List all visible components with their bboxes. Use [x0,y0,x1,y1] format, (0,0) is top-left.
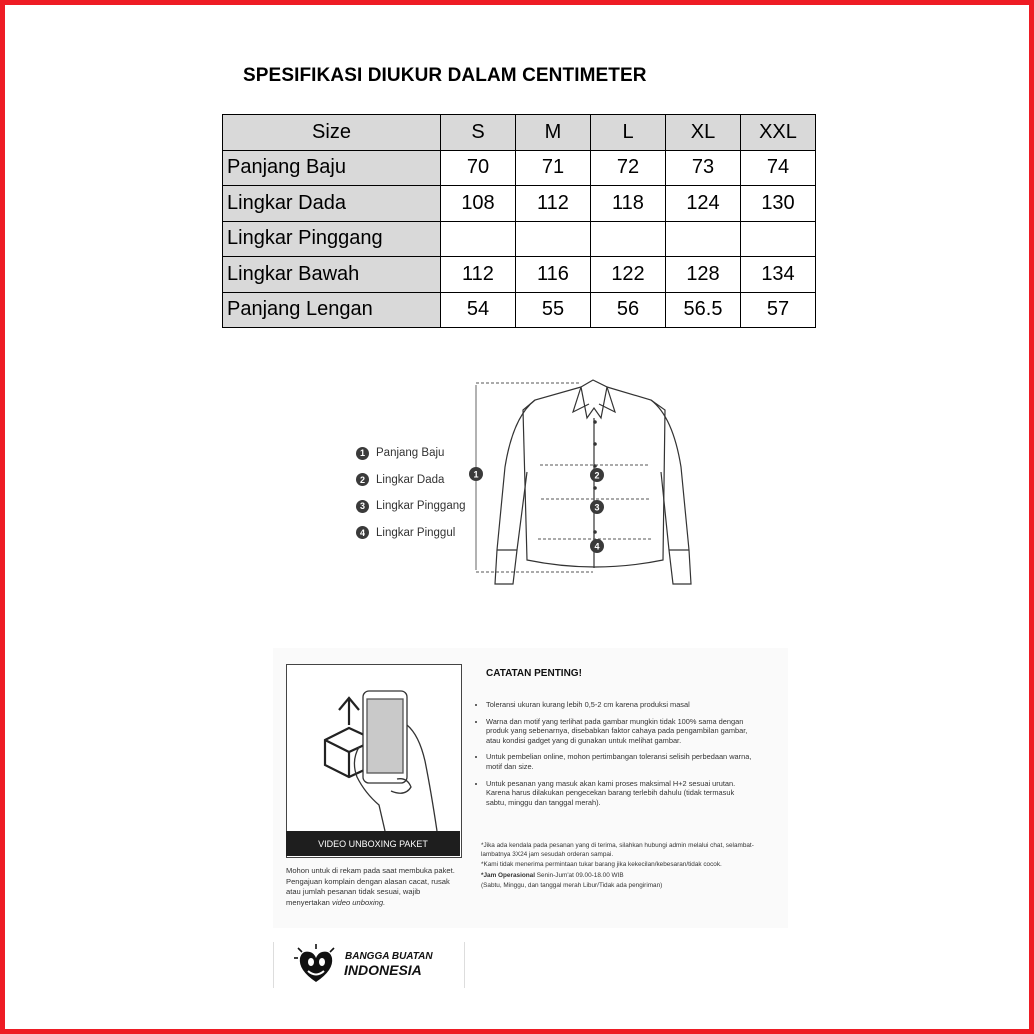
table-cell [741,221,816,257]
footnote: *Kami tidak menerima permintaan tukar barang jika kekecilan/kebesaran/tidak cocok. [481,861,722,869]
marker-1-label: 1 [473,469,479,480]
row-label: Panjang Baju [223,150,441,186]
legend-label: Lingkar Pinggul [376,526,456,539]
heart-mascot-icon [292,942,340,986]
list-item: • Toleransi ukuran kurang lebih 0,5-2 cm karena produksi masal [486,700,756,710]
marker-3-label: 3 [594,502,600,513]
table-cell: 56.5 [666,292,741,328]
bangga-line1: BANGGA BUATAN [345,951,433,962]
marker-2-label: 2 [594,470,600,481]
unboxing-illustration [286,664,462,858]
table-cell: 72 [591,150,666,186]
measurement-markers [469,467,604,553]
size-spec-table [222,114,816,328]
table-cell: 122 [591,257,666,293]
marker-4-label: 4 [594,541,600,552]
row-label: Lingkar Bawah [223,257,441,293]
table-cell: 57 [741,292,816,328]
table-cell: 130 [741,186,816,222]
table-cell: 128 [666,257,741,293]
legend-number: 2 [356,473,369,486]
table-cell: 54 [441,292,516,328]
table-row [223,257,816,293]
table-header-row [223,115,816,151]
operating-hours [481,872,761,881]
header-s: S [441,115,516,151]
table-cell [441,221,516,257]
list-item: • Warna dan motif yang terlihat pada gambar mungkin tidak 100% sama dengan produk yang sebenarnya, disebabkan faktor cahaya pada pengambilan gambar, atau kondisi gadget yang di gunakan untuk melihat gambar. [486,717,756,746]
header-xl: XL [666,115,741,151]
table-cell: 74 [741,150,816,186]
hours-label: *Jam Operasional [481,871,535,879]
shirt-measurement-diagram [345,372,705,592]
legend-label: Panjang Baju [376,447,445,460]
legend-number: 1 [356,447,369,460]
table-cell: 56 [591,292,666,328]
list-item: • Untuk pesanan yang masuk akan kami proses maksimal H+2 sesuai urutan. Karena harus dilakukan pengecekan barang terlebih dahulu (tidak termasuk sabtu, minggu dan tanggal merah). [486,779,756,808]
list-item: • Untuk pembelian online, mohon pertimbangan toleransi selisih perbedaan warna, motif dan size. [486,752,756,771]
table-cell: 55 [516,292,591,328]
table-cell [516,221,591,257]
legend-label: Lingkar Dada [376,473,445,486]
legend-label: Lingkar Pinggang [376,500,466,513]
row-label: Lingkar Dada [223,186,441,222]
header-l: L [591,115,666,151]
table-cell [591,221,666,257]
table-cell: 124 [666,186,741,222]
table-cell: 116 [516,257,591,293]
table-cell: 73 [666,150,741,186]
table-row [223,150,816,186]
hours-value: Senin-Jum'at 09.00-18.00 WIB [535,871,624,879]
legend-number: 3 [356,500,369,513]
table-row [223,292,816,328]
bangga-line2: INDONESIA [344,962,422,978]
table-cell: 71 [516,150,591,186]
header-m: M [516,115,591,151]
catatan-title: CATATAN PENTING! [486,668,582,679]
footnotes [481,842,761,893]
unboxing-text-italic: video unboxing. [332,897,386,907]
table-cell [666,221,741,257]
header-size: Size [223,115,441,151]
table-cell: 118 [591,186,666,222]
legend-number: 4 [356,526,369,539]
header-xxl: XXL [741,115,816,151]
video-unboxing-label: VIDEO UNBOXING PAKET [286,831,460,856]
table-row [223,221,816,257]
footnote: *Jika ada kendala pada pesanan yang di terima, silahkan hubungi admin melalui chat, selambat-lambatnya 3X24 jam sesudah orderan sampai. [481,842,754,858]
table-cell: 134 [741,257,816,293]
row-label: Lingkar Pinggang [223,221,441,257]
unboxing-instructions [286,866,466,908]
catatan-list [475,700,756,814]
table-cell: 108 [441,186,516,222]
shirt-outline [495,380,691,584]
unboxing-text-plain: Mohon untuk di rekam pada saat membuka paket. Pengajuan komplain dengan alasan cacat, rusak atau jumlah pesanan tidak sesuai, wajib menyertakan [286,866,455,907]
hours-note: (Sabtu, Minggu, dan tanggal merah Libur/Tidak ada pengiriman) [481,882,663,890]
table-cell: 70 [441,150,516,186]
page-title: SPESIFIKASI DIUKUR DALAM CENTIMETER [243,65,647,86]
phone-box-icon [287,665,461,833]
table-cell: 112 [516,186,591,222]
table-row [223,186,816,222]
table-cell: 112 [441,257,516,293]
row-label: Panjang Lengan [223,292,441,328]
